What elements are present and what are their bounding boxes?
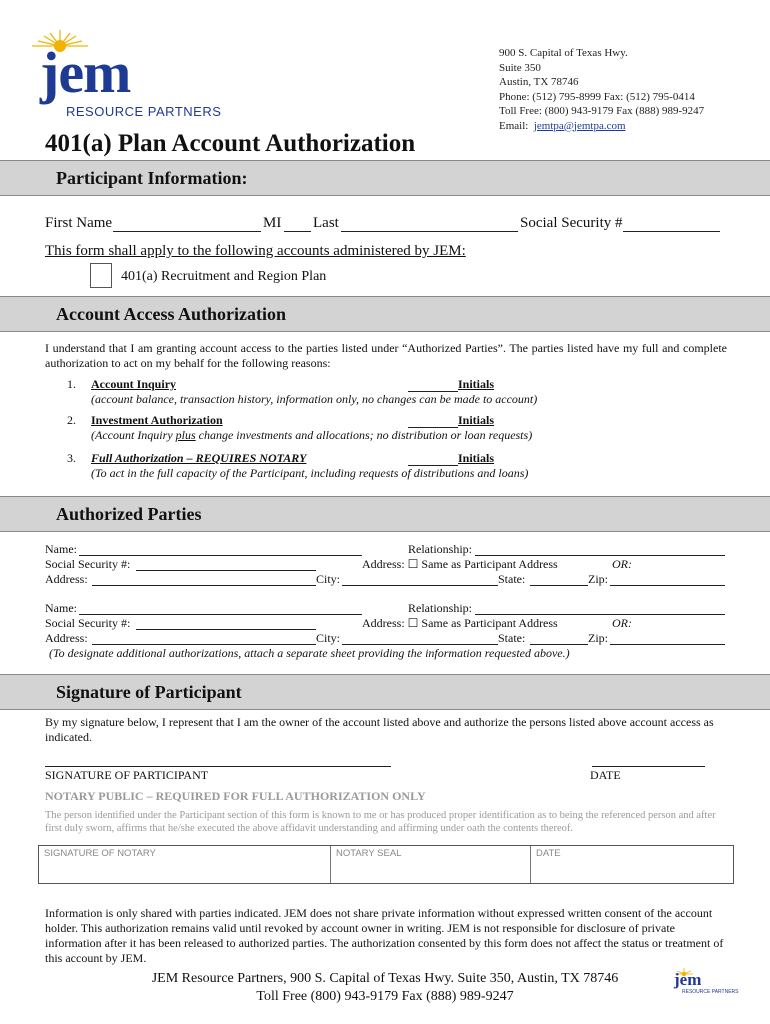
notary-text: The person identified under the Participant section of this form is known to me or has produced proper identification as to being the referenced person and after first duly sworn, affirms that he/she executed the above affidavit understanding and affirming under oath the contents thereof. — [45, 810, 716, 834]
page-title: 401(a) Plan Account Authorization — [45, 130, 416, 157]
party2-city-field[interactable] — [342, 631, 498, 645]
party-address-label: Address: — [45, 572, 88, 586]
signature-statement: By my signature below, I represent that I am the owner of the account listed above and authorize the persons listed above account access as indicated. — [45, 715, 714, 744]
mi-label: MI — [263, 215, 282, 231]
email-link[interactable]: jemtpa@jemtpa.com — [533, 119, 626, 132]
notary-signature-label: SIGNATURE OF NOTARY — [44, 848, 156, 859]
last-name-label: Last — [313, 215, 339, 231]
investment-initials-field[interactable] — [408, 413, 458, 428]
account-inquiry-desc: (account balance, transaction history, information only, no changes can be made to account) — [91, 392, 538, 406]
logo-wordmark: jem — [40, 40, 131, 105]
company-logo — [22, 28, 222, 123]
account-inquiry-initials-field[interactable] — [408, 377, 458, 392]
notary-table — [38, 845, 734, 884]
footer-logo-subtitle: RESOURCE PARTNERS — [682, 989, 739, 995]
party1-address-field[interactable] — [92, 572, 316, 586]
address-line: Phone: (512) 795-8999 Fax: (512) 795-0414 — [499, 90, 695, 103]
or-label: OR: — [612, 616, 632, 630]
logo-subtitle: RESOURCE PARTNERS — [66, 104, 222, 119]
party2-zip-field[interactable] — [610, 631, 725, 645]
address-line: Toll Free: (800) 943-9179 Fax (888) 989-9247 — [499, 105, 705, 117]
accounts-statement: This form shall apply to the following accounts administered by JEM: — [45, 243, 466, 259]
ssn-field[interactable] — [623, 214, 720, 232]
footer-phone: Toll Free (800) 943-9179 Fax (888) 989-9247 — [256, 989, 514, 1004]
section-participant-header — [0, 160, 770, 196]
section-parties-header — [0, 496, 770, 532]
address-line: Austin, TX 78746 — [499, 76, 579, 88]
item-number: 3. — [67, 451, 76, 465]
party-state-label: State: — [498, 572, 526, 586]
full-authorization-initials-field[interactable] — [408, 451, 458, 466]
investment-authorization-desc: (Account Inquiry plus change investments and allocations; no distribution or loan requests) — [91, 428, 533, 442]
party-name-label: Name: — [45, 542, 77, 556]
footer-logo — [668, 968, 738, 998]
parties-note: (To designate additional authorizations, attach a separate sheet providing the information requested above.) — [49, 646, 570, 660]
ssn-label: Social Security # — [520, 215, 623, 231]
investment-authorization-title: Investment Authorization — [91, 413, 223, 427]
section-title: Participant Information: — [56, 168, 248, 188]
plan-checkbox[interactable] — [90, 263, 112, 288]
party-ssn-label: Social Security #: — [45, 616, 131, 630]
party-relationship-label: Relationship: — [408, 601, 472, 615]
party-ssn-label: Social Security #: — [45, 557, 131, 571]
party-zip-label: Zip: — [588, 572, 608, 586]
notary-header: NOTARY PUBLIC – REQUIRED FOR FULL AUTHORIZATION ONLY — [45, 789, 426, 803]
participant-date-field[interactable] — [592, 752, 705, 767]
party-city-label: City: — [316, 572, 341, 586]
plan-label: 401(a) Recruitment and Region Plan — [121, 269, 327, 284]
section-title: Account Access Authorization — [56, 304, 286, 324]
privacy-statement: Information is only shared with parties indicated. JEM does not share private information without expressed written consent of the account holder. This authorization remains valid until revoked by account owner in writing. JEM is not responsible for disclosure of private information after it has been released to authorized parties. The authorization consented by this form does not affect the status or treatment of this account by JEM. — [45, 906, 724, 965]
signature-label: SIGNATURE OF PARTICIPANT — [45, 768, 209, 782]
party-zip-label: Zip: — [588, 631, 608, 645]
party2-ssn-field[interactable] — [136, 616, 316, 630]
mi-field[interactable] — [284, 214, 311, 232]
party2-address-field[interactable] — [92, 631, 316, 645]
party-address-label: Address: — [45, 631, 88, 645]
initials-label: Initials — [458, 377, 495, 391]
notary-date-cell[interactable] — [531, 846, 733, 883]
party1-zip-field[interactable] — [610, 572, 725, 586]
party1-ssn-field[interactable] — [136, 557, 316, 571]
or-label: OR: — [612, 557, 632, 571]
initials-label: Initials — [458, 413, 495, 427]
item-number: 2. — [67, 413, 76, 427]
initials-label: Initials — [458, 451, 495, 465]
footer-address: JEM Resource Partners, 900 S. Capital of Texas Hwy. Suite 350, Austin, TX 78746 — [151, 971, 619, 986]
address-line: Suite 350 — [499, 61, 541, 74]
section-title: Signature of Participant — [56, 682, 242, 702]
footer-logo-wordmark: jem — [674, 970, 702, 989]
notary-seal-cell[interactable] — [331, 846, 531, 883]
party1-relationship-field[interactable] — [475, 542, 725, 556]
item-number: 1. — [67, 377, 76, 391]
party1-name-field[interactable] — [79, 542, 362, 556]
party2-state-field[interactable] — [530, 631, 588, 645]
party1-city-field[interactable] — [342, 572, 498, 586]
party-state-label: State: — [498, 631, 526, 645]
first-name-label: First Name — [45, 215, 113, 231]
section-access-header — [0, 296, 770, 332]
company-address — [499, 46, 704, 133]
party-name-label: Name: — [45, 601, 77, 615]
full-authorization-desc: (To act in the full capacity of the Participant, including requests of distributions and loans) — [91, 466, 529, 480]
first-name-field[interactable] — [113, 214, 261, 232]
party-relationship-label: Relationship: — [408, 542, 472, 556]
party-city-label: City: — [316, 631, 341, 645]
address-line: 900 S. Capital of Texas Hwy. — [499, 47, 628, 59]
date-label: DATE — [590, 768, 621, 782]
party2-name-field[interactable] — [79, 601, 362, 615]
section-title: Authorized Parties — [56, 504, 202, 524]
notary-signature-cell[interactable] — [39, 846, 331, 883]
access-intro: I understand that I am granting account access to the parties listed under “Authorized Parties”. The parties listed have my full and complete authorization to act on my behalf for the following reasons: — [45, 341, 727, 370]
email-label: Email: — [499, 119, 529, 132]
section-signature-header — [0, 674, 770, 710]
full-authorization-title: Full Authorization – REQUIRES NOTARY — [91, 451, 307, 465]
party2-relationship-field[interactable] — [475, 601, 725, 615]
party1-same-address-checkbox[interactable]: Address: ☐ Same as Participant Address — [362, 557, 558, 571]
participant-signature-field[interactable] — [45, 752, 391, 767]
party1-state-field[interactable] — [530, 572, 588, 586]
account-inquiry-title: Account Inquiry — [91, 377, 177, 391]
notary-seal-label: NOTARY SEAL — [336, 848, 402, 859]
party2-same-address-checkbox[interactable]: Address: ☐ Same as Participant Address — [362, 616, 558, 630]
last-name-field[interactable] — [341, 214, 518, 232]
notary-date-label: DATE — [536, 848, 561, 859]
